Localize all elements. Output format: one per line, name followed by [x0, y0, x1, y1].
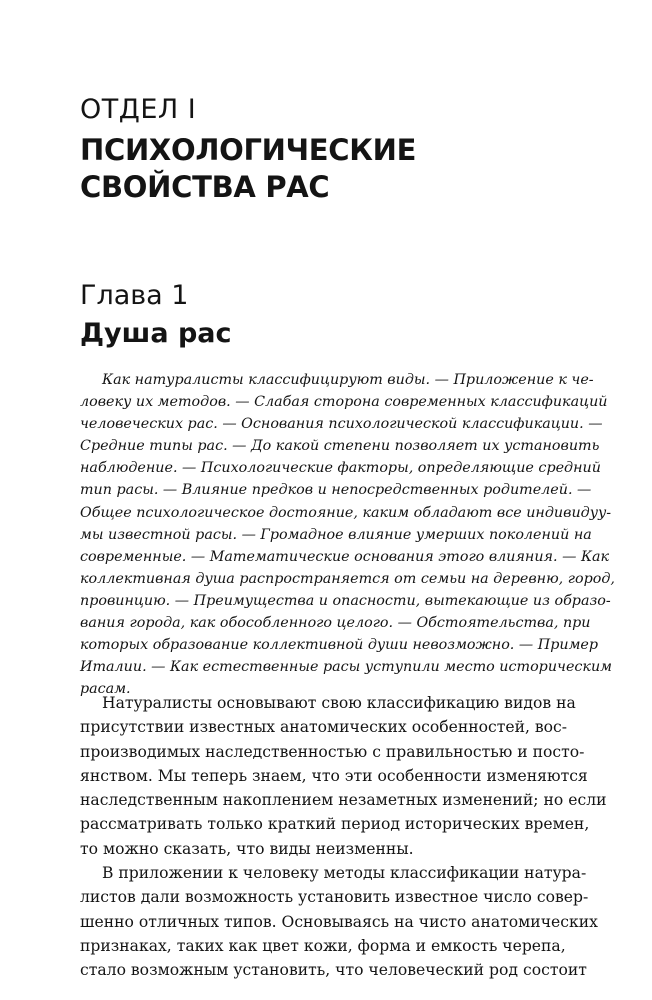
summary-line: Общее психологическое достояние, каким обладают все индивидуу- — [80, 504, 612, 521]
summary-line: современные. — Математические основания этого влияния. — Как — [80, 548, 610, 565]
summary-line: Италии. — Как естественные расы уступили место историческим — [80, 659, 613, 676]
body-line: то можно сказать, что виды неизменны. — [80, 839, 414, 858]
summary-line: тип расы. — Влияние предков и непосредственных родителей. — — [80, 482, 592, 499]
summary-line: провинцию. — Преимущества и опасности, вытекающие из образо- — [80, 592, 611, 609]
part-label: ОТДЕЛ I — [80, 94, 197, 125]
body-line: производимых наследственностью с правильностью и посто- — [80, 742, 585, 761]
body-line: В приложении к человеку методы классификации натура- — [102, 864, 587, 883]
body-line: наследственным накоплением незаметных изменений; но если — [80, 791, 607, 810]
body-line: признаках, таких как цвет кожи, форма и емкость черепа, — [80, 936, 566, 955]
body-line: рассматривать только краткий период исторических времен, — [80, 815, 590, 834]
body-line: шенно отличных типов. Основываясь на чисто анатомических — [80, 912, 598, 931]
summary-line: наблюдение. — Психологические факторы, определяющие средний — [80, 460, 601, 477]
summary-line: которых образование коллективной души невозможно. — Пример — [80, 637, 599, 654]
summary-line: ловеку их методов. — Слабая сторона современных классификаций — [80, 394, 608, 411]
summary-line: мы известной расы. — Громадное влияние умерших поколений на — [80, 526, 592, 543]
summary-line: вания города, как обособленного целого. — Обстоятельства, при — [80, 615, 591, 632]
chapter-summary — [80, 369, 615, 700]
body-line: присутствии известных анатомических особенностей, вос- — [80, 718, 568, 737]
chapter-title: Душа рас — [80, 318, 232, 349]
body-line: Натуралисты основывают свою классификацию видов на — [102, 694, 576, 712]
part-title — [80, 132, 416, 206]
part-title-line: СВОЙСТВА РАС — [80, 170, 330, 204]
body-line: янством. Мы теперь знаем, что эти особенности изменяются — [80, 766, 588, 785]
summary-line: расам. — [80, 681, 131, 698]
part-title-line: ПСИХОЛОГИЧЕСКИЕ — [80, 133, 417, 167]
body-line: листов дали возможность установить известное число совер- — [80, 888, 589, 907]
body-line: стало возможным установить, что человеческий род состоит — [80, 961, 587, 980]
summary-line: коллективная душа распространяется от семьи на деревню, город, — [80, 570, 615, 587]
summary-line: Средние типы рас. — До какой степени позволяет их установить — [80, 438, 600, 455]
summary-line: Как натуралисты классифицируют виды. — Приложение к че- — [102, 372, 594, 388]
body-text — [80, 691, 607, 983]
summary-line: человеческих рас. — Основания психологической классификации. — — [80, 416, 603, 433]
chapter-label: Глава 1 — [80, 280, 189, 311]
